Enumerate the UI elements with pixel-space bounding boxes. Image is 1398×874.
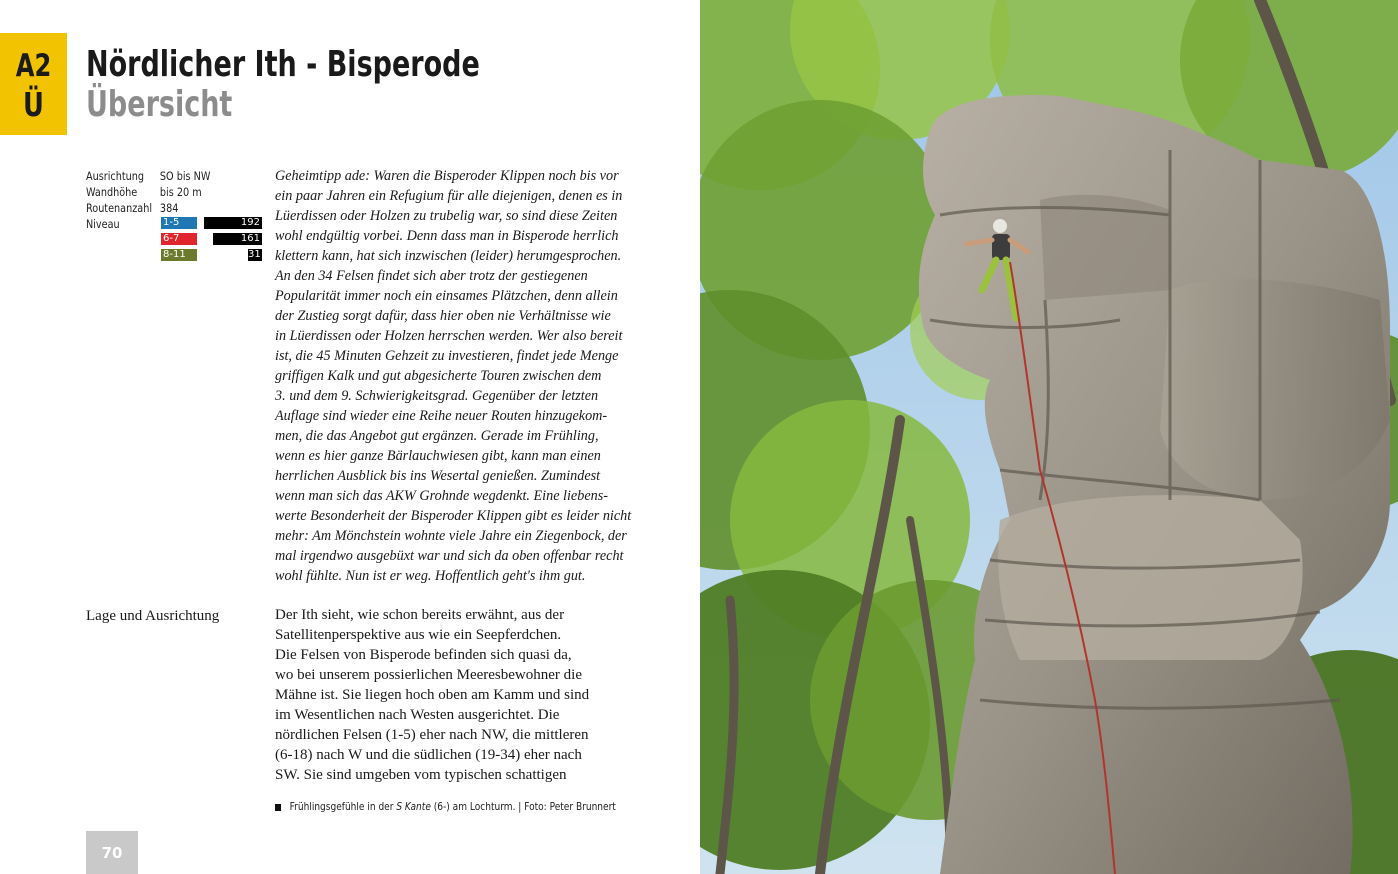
page-number: 70	[101, 844, 123, 862]
intro-line: griffigen Kalk und gut abgesicherte Touren zwischen dem	[275, 368, 602, 384]
intro-line: ein paar Jahren ein Refugium für alle diejenigen, denen es in	[275, 188, 623, 204]
section-line: Mähne ist. Sie liegen hoch oben am Kamm und sind	[275, 687, 590, 703]
page-subtitle: Übersicht	[86, 84, 233, 125]
fact-value: SO bis NW	[159, 169, 211, 183]
level-count-bar: 31	[248, 249, 261, 260]
level-range-label: 6-7	[161, 233, 197, 245]
section-label: Lage und Ausrichtung	[86, 608, 220, 624]
intro-line: wenn es hier ganze Bärlauchwiesen gibt, kann man einen	[275, 448, 601, 464]
caption-route: S Kante	[396, 801, 431, 813]
intro-line: Popularität immer noch ein einsames Plätzchen, denn allein	[275, 288, 618, 304]
intro-line: Lüerdissen oder Holzen zu trubelig war, so sind diese Zeiten	[275, 208, 618, 224]
section-line: nördlichen Felsen (1-5) eher nach NW, die mittleren	[275, 727, 589, 743]
page-title: Nördlicher Ith - Bisperode	[86, 44, 480, 85]
intro-text	[275, 166, 641, 586]
intro-line: der Zustieg sorgt dafür, dass hier oben nie Verhältnisse wie	[275, 308, 611, 324]
fact-value: bis 20 m	[159, 185, 202, 199]
intro-line: men, die das Angebot gut ergänzen. Gerade im Frühling,	[275, 428, 599, 444]
section-line: Satellitenperspektive aus wie ein Seepferdchen.	[275, 627, 562, 643]
caption-suffix: (6-) am Lochturm. | Foto: Peter Brunnert	[430, 801, 616, 813]
intro-line: An den 34 Felsen findet sich aber trotz der gestiegenen	[275, 268, 588, 284]
section-line: (6-18) nach W und die südlichen (19-34) eher nach	[275, 747, 582, 763]
fact-value: 384	[159, 201, 179, 215]
section-line: SW. Sie sind umgeben vom typischen schattigen	[275, 767, 567, 783]
fact-label: Niveau	[86, 217, 120, 231]
level-count-bar: 161	[213, 233, 262, 245]
chapter-code: A2	[15, 48, 52, 84]
section-body	[275, 605, 641, 785]
section-line: Die Felsen von Bisperode befinden sich quasi da,	[275, 647, 572, 663]
intro-line: wohl endgültig vorbei. Denn dass man in Bisperode herrlich	[275, 228, 619, 244]
intro-line: ist, die 45 Minuten Gehzeit zu investieren, findet jede Menge	[275, 348, 619, 364]
intro-line: werte Besonderheit der Bisperoder Klippen gibt es leider nicht	[275, 508, 632, 524]
intro-line: in Lüerdissen oder Holzen herrschen werden. Wer also bereit	[275, 328, 623, 344]
intro-line: wohl fühlte. Nun ist er weg. Hoffentlich geht's ihm gut.	[275, 568, 586, 584]
intro-line: wenn man sich das AKW Grohnde wegdenkt. Eine liebens-	[275, 488, 608, 504]
caption-prefix: Frühlingsgefühle in der	[289, 801, 397, 813]
intro-line: mehr: Am Mönchstein wohnte viele Jahre ein Ziegenbock, der	[275, 528, 627, 544]
intro-line: klettern kann, hat sich inzwischen (leider) herumgesprochen.	[275, 248, 622, 264]
section-line: wo bei unserem possierlichen Meeresbewohner die	[275, 667, 582, 683]
intro-line: Geheimtipp ade: Waren die Bisperoder Klippen noch bis vor	[275, 168, 619, 184]
fact-label: Routenanzahl	[86, 201, 153, 215]
photo-caption	[275, 801, 616, 813]
chapter-sub-code: Ü	[23, 85, 44, 124]
page-number-box	[86, 831, 138, 874]
level-range-label: 1-5	[161, 217, 197, 229]
intro-line: herrlichen Ausblick bis ins Wesertal genießen. Zumindest	[275, 468, 601, 484]
level-count-bar: 192	[204, 217, 262, 229]
fact-label: Ausrichtung	[86, 169, 145, 183]
climbing-photo	[700, 0, 1398, 874]
fact-label: Wandhöhe	[86, 185, 138, 199]
section-line: Der Ith sieht, wie schon bereits erwähnt, aus der	[275, 607, 565, 623]
intro-line: Auflage sind wieder eine Reihe neuer Routen hinzugekom-	[275, 408, 608, 424]
intro-line: 3. und dem 9. Schwierigkeitsgrad. Gegenüber der letzten	[275, 388, 599, 404]
chapter-tab	[0, 33, 67, 135]
caption-square-icon	[275, 804, 281, 811]
section-line: im Wesentlichen nach Westen ausgerichtet. Die	[275, 707, 560, 723]
intro-line: mal irgendwo ausgebüxt war und sich da oben offenbar recht	[275, 548, 624, 564]
photo-illustration	[700, 0, 1398, 874]
level-range-label: 8-11	[161, 249, 197, 261]
